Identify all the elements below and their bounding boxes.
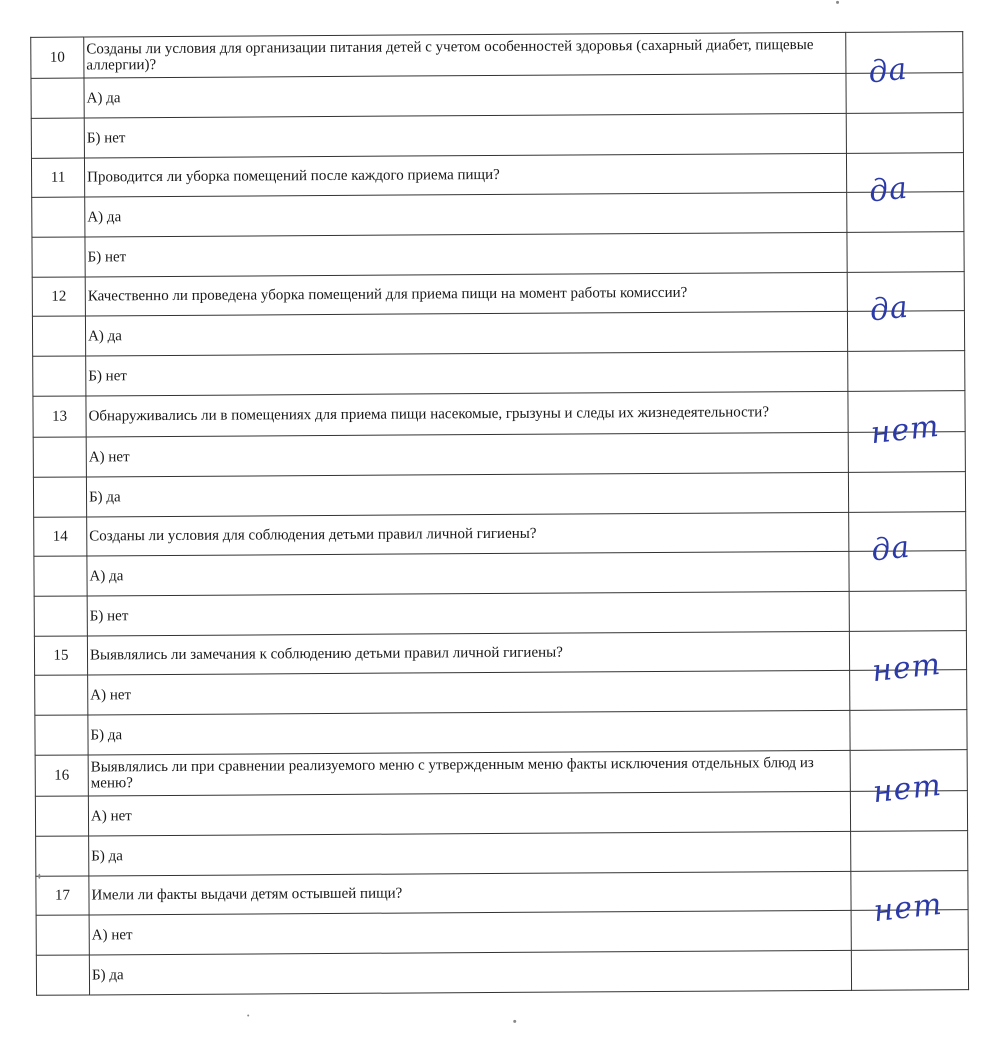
option-row [32, 192, 964, 238]
handwritten-answer: нет [870, 646, 943, 690]
question-text: Имели ли факты выдачи детям остывшей пищи? [89, 871, 851, 915]
answer-cell [847, 170, 964, 233]
handwritten-answer: да [869, 529, 913, 569]
answer-cell [849, 529, 966, 592]
answer-cell [851, 831, 968, 872]
option-row [34, 591, 966, 637]
option-number-cell [35, 715, 88, 755]
option-label: А) да [84, 73, 846, 118]
option-row [35, 670, 967, 716]
question-text: Проводится ли уборка помещений после каждого приема пищи? [84, 153, 846, 197]
option-number-cell [35, 796, 88, 836]
question-row [31, 153, 963, 198]
answer-cell [850, 646, 967, 711]
option-label: Б) нет [85, 232, 847, 277]
option-label: А) нет [86, 432, 848, 477]
option-number-cell [32, 316, 85, 356]
handwritten-answer: да [867, 170, 910, 210]
option-label: Б) да [89, 831, 851, 876]
question-number: 17 [36, 876, 89, 915]
question-row [34, 631, 966, 676]
answer-cell [849, 591, 966, 632]
option-number-cell [31, 118, 84, 158]
question-number: 13 [33, 396, 86, 437]
scan-speck [247, 1014, 249, 1016]
option-label: А) да [87, 551, 849, 596]
handwritten-answer: нет [871, 767, 944, 811]
answer-cell [848, 351, 965, 392]
option-number-cell [34, 596, 87, 636]
option-label: Б) да [89, 950, 851, 995]
option-number-cell [36, 836, 89, 876]
option-number-cell [36, 915, 89, 955]
questionnaire-body [31, 32, 969, 996]
option-row [34, 551, 966, 597]
answer-cell [848, 472, 965, 513]
question-text: Обнаруживались ли в помещениях для приема пищи насекомые, грызуны и следы их жизнедеятельности? [86, 391, 848, 437]
question-number: 12 [32, 277, 85, 316]
option-row [32, 311, 964, 357]
option-number-cell [34, 556, 87, 596]
option-label: А) да [85, 311, 847, 356]
option-row [36, 950, 968, 996]
option-row [32, 232, 964, 278]
option-number-cell [32, 237, 85, 277]
option-number-cell [35, 675, 88, 715]
option-row [35, 791, 967, 837]
option-row [31, 113, 963, 159]
scan-speck [38, 874, 40, 879]
option-label: А) да [85, 192, 847, 237]
answer-cell [850, 767, 967, 832]
option-label: Б) да [88, 710, 850, 755]
question-text: Выявлялись ли замечания к соблюдению детьми правил личной гигиены? [87, 631, 849, 675]
answer-cell [851, 950, 968, 991]
option-number-cell [33, 356, 86, 396]
question-text: Созданы ли условия для соблюдения детьми правил личной гигиены? [87, 512, 849, 556]
option-label: Б) нет [84, 113, 846, 158]
option-row [33, 432, 965, 478]
question-row [33, 391, 965, 438]
question-number: 15 [34, 636, 87, 675]
option-label: А) нет [89, 910, 851, 955]
option-row [33, 351, 965, 397]
option-row [33, 472, 965, 518]
answer-cell [850, 710, 967, 751]
question-text: Созданы ли условия для организации питания детей с учетом особенностей здоровья (сахарный диабет, пищевые аллергии)? [84, 32, 846, 78]
answer-cell [847, 232, 964, 273]
answer-cell [847, 289, 964, 352]
option-label: Б) да [86, 472, 848, 517]
question-number: 10 [31, 37, 84, 78]
option-number-cell [33, 437, 86, 477]
option-label: Б) нет [87, 591, 849, 636]
option-number-cell [36, 955, 89, 995]
scan-speck [513, 1020, 516, 1023]
question-row [34, 512, 966, 557]
answer-cell [846, 113, 963, 154]
option-row [36, 910, 968, 956]
handwritten-answer: да [866, 51, 910, 91]
question-number: 14 [34, 517, 87, 556]
question-row [35, 750, 967, 797]
question-row [36, 871, 968, 916]
option-row [31, 73, 963, 119]
option-number-cell [31, 78, 84, 118]
question-row [31, 32, 963, 79]
option-label: А) нет [88, 791, 850, 836]
option-row [35, 710, 967, 756]
handwritten-answer: нет [868, 408, 942, 452]
option-number-cell [32, 197, 85, 237]
answer-cell [848, 408, 965, 473]
option-row [36, 831, 968, 877]
answer-cell [846, 51, 963, 114]
question-text: Выявлялись ли при сравнении реализуемого меню с утвержденным меню факты исключения отдельных блюд из меню? [88, 750, 850, 796]
handwritten-answer: нет [871, 886, 945, 930]
option-label: А) нет [88, 670, 850, 715]
handwritten-answer: да [868, 289, 911, 329]
question-row [32, 272, 964, 317]
scan-speck [836, 1, 839, 4]
answer-cell [851, 886, 968, 951]
option-label: Б) нет [86, 351, 848, 396]
option-number-cell [33, 477, 86, 517]
question-number: 16 [35, 755, 88, 796]
question-number: 11 [31, 158, 84, 197]
questionnaire-table [30, 31, 969, 996]
question-text: Качественно ли проведена уборка помещений для приема пищи на момент работы комиссии? [85, 272, 847, 316]
